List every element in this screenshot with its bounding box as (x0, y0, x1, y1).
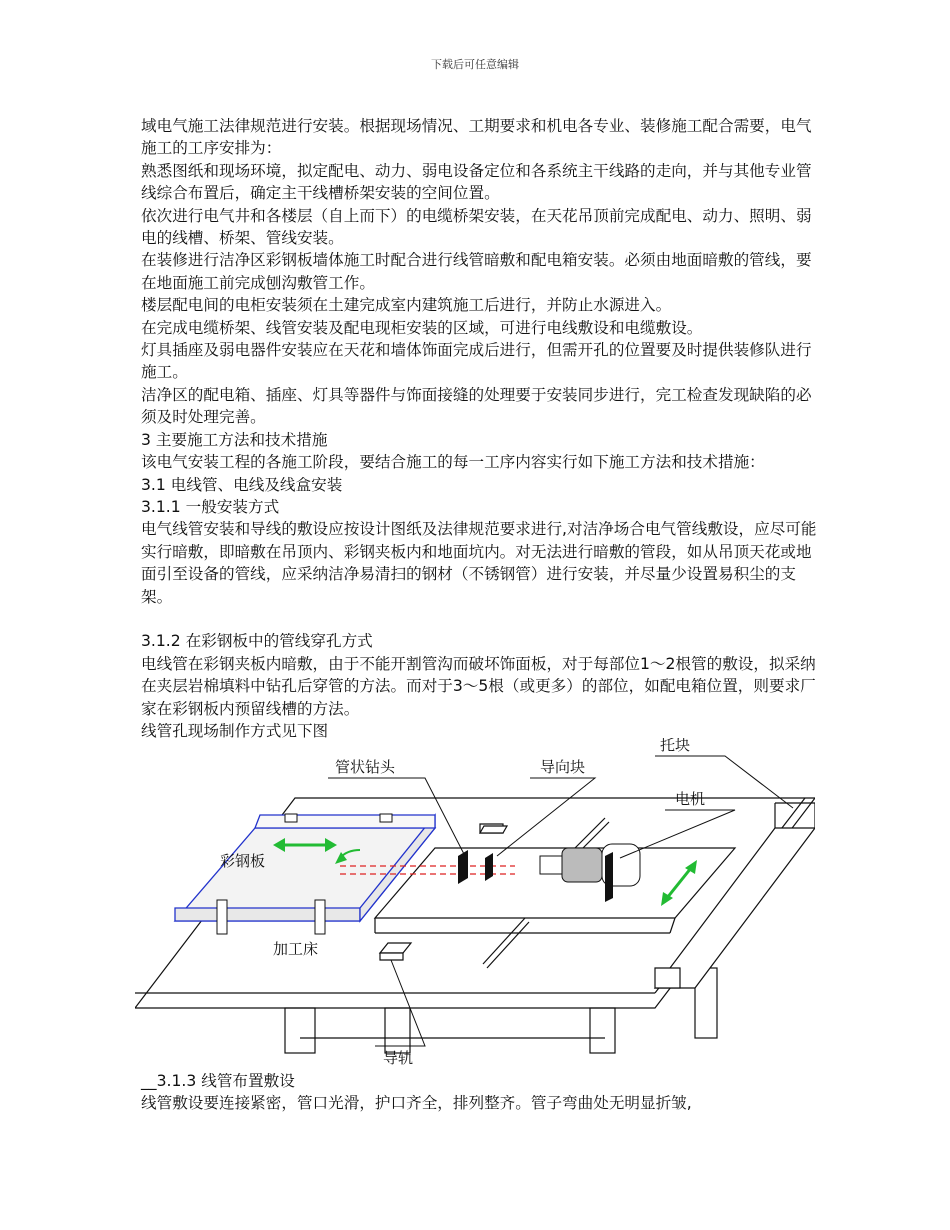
label-guide-block: 导向块 (540, 758, 586, 776)
paragraph: 洁净区的配电箱、插座、灯具等器件与饰面接缝的处理要于安装同步进行，完工检查发现缺陷的必须及时处理完善。 (141, 385, 812, 427)
section-heading: 3.1.1 一般安装方式 (141, 497, 280, 516)
paragraph: 在完成电缆桥架、线管安装及配电现柜安装的区域，可进行电线敷设和电缆敷设。 (141, 318, 703, 337)
paragraph: 在装修进行洁净区彩钢板墙体施工时配合进行线管暗敷和配电箱安装。必须由地面暗敷的管线，要在地面施工前完成刨沟敷管工作。 (141, 251, 812, 292)
label-rail: 导轨 (383, 1049, 414, 1067)
paragraph: 熟悉图纸和现场环境，拟定配电、动力、弱电设备定位和各系统主干线路的走向，并与其他专业管线综合布置后，确定主干线槽桥架安装的空间位置。 (141, 161, 812, 203)
drilling-setup-figure (135, 738, 815, 1068)
label-drill: 管状钻头 (335, 758, 396, 776)
paragraph: 依次进行电气井和各楼层（自上而下）的电缆桥架安装，在天花吊顶前完成配电、动力、照明、弱电的线槽、桥架、管线安装。 (141, 206, 812, 248)
paragraph: 电气线管安装和导线的敷设应按设计图纸及法律规范要求进行,对洁净场合电气管线敷设，应尽可能实行暗敷，即暗敷在吊顶内、彩钢夹板内和地面坑内。对无法进行暗敷的管段，如从吊顶天花或地面引至设备的管线，应采纳洁净易清扫的钢材（不锈钢管）进行安装，并尽量少设置易积尘的支架。 (141, 520, 817, 606)
paragraph: 楼层配电间的电柜安装须在土建完成室内建筑施工后进行，并防止水源进入。 (141, 296, 672, 315)
label-bed: 加工床 (273, 940, 319, 958)
paragraph: 线管敷设要连接紧密，管口光滑，护口齐全，排列整齐。管子弯曲处无明显折皱, (141, 1094, 692, 1113)
label-motor: 电机 (675, 790, 706, 808)
paragraph: 灯具插座及弱电器件安装应在天花和墙体饰面完成后进行，但需开孔的位置要及时提供装修队进行施工。 (141, 341, 812, 382)
section-heading: 3 主要施工方法和技术措施 (141, 430, 328, 449)
label-panel: 彩钢板 (220, 852, 266, 870)
figure-intro: 线管孔现场制作方式见下图 (141, 721, 329, 740)
section-heading: 3.1 电线管、电线及线盒安装 (141, 475, 343, 494)
drilling-setup-diagram (135, 738, 815, 1068)
blank-line (141, 608, 821, 630)
work-bed (135, 798, 815, 1053)
section-heading: 3.1.2 在彩钢板中的管线穿孔方式 (141, 632, 373, 651)
label-bracket: 托块 (660, 738, 691, 754)
section-313 (141, 1070, 821, 1115)
paragraph: 电线管在彩钢夹板内暗敷，由于不能开割管沟而破坏饰面板，对于每部位1～2根管的敷设，拟采纳在夹层岩棉填料中钻孔后穿管的方法。而对于3～5根（或更多）的部位，如配电箱位置，则要求厂家在彩钢板内预留线槽的方法。 (141, 654, 816, 718)
paragraph: 域电气施工法律规范进行安装。根据现场情况、工期要求和机电各专业、装修施工配合需要，电气施工的工序安排为： (141, 117, 812, 158)
page-header: 下载后可任意编辑 (431, 58, 519, 71)
paragraph: 该电气安装工程的各施工阶段，要结合施工的每一工序内容实行如下施工方法和技术措施： (141, 453, 765, 472)
document-body (141, 115, 821, 742)
section-heading: __3.1.3 线管布置敷设 (141, 1072, 295, 1090)
